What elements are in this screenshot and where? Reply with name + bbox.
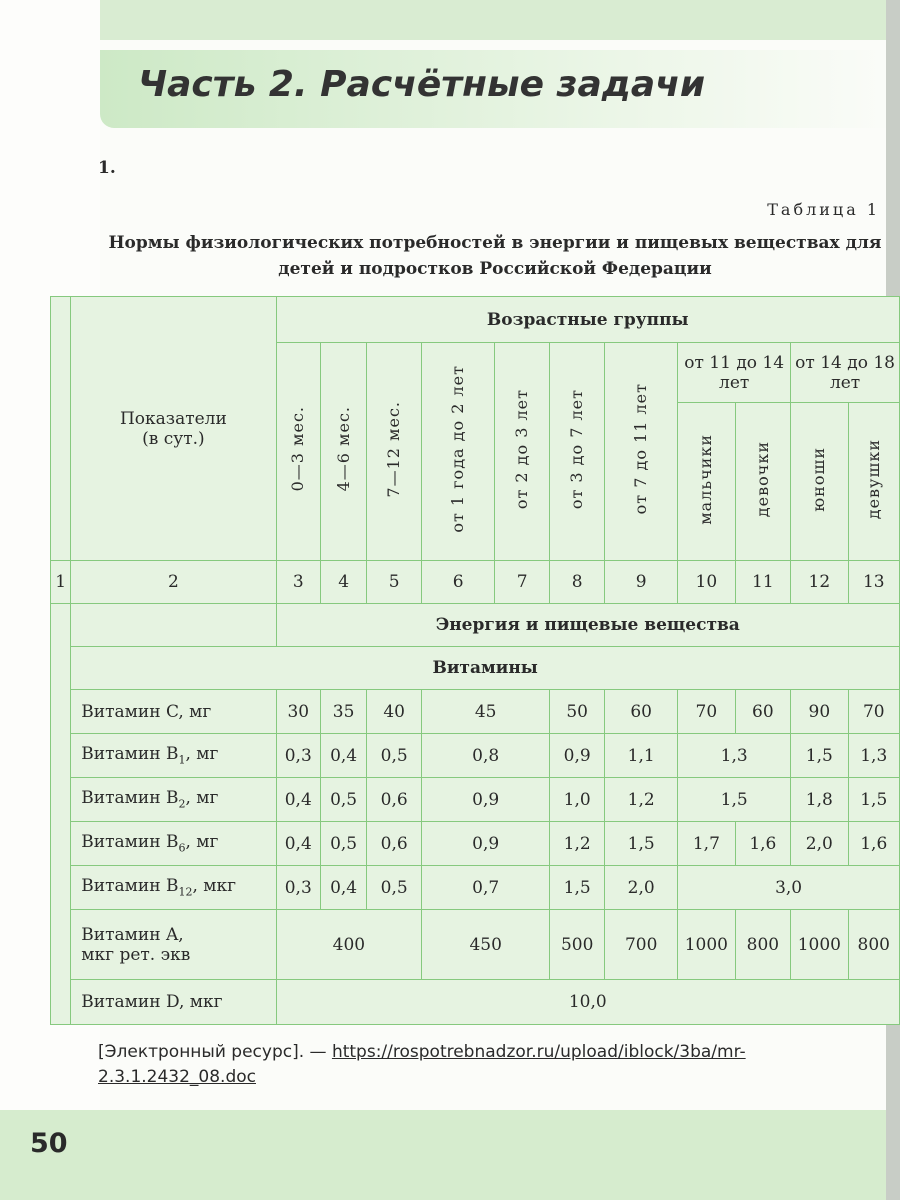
value-cell: 1,5 [848, 778, 899, 822]
page-title: Часть 2. Расчётные задачи [138, 64, 706, 105]
vitamin-name-text: Витамин B [81, 744, 179, 765]
age-groups-header: Возрастные группы [276, 297, 899, 343]
value-cell: 60 [605, 690, 678, 734]
column-number: 9 [605, 561, 678, 604]
vitamin-unit: , мг [185, 788, 219, 809]
vitamin-unit: , мкг [192, 876, 237, 897]
source-reference [98, 1040, 878, 1090]
table-row [51, 822, 900, 866]
value-cell: 700 [605, 910, 678, 980]
age-column-header [422, 343, 495, 561]
footer-band [0, 1110, 886, 1200]
value-cell: 0,9 [422, 822, 550, 866]
vitamin-name-text: Витамин B [81, 788, 179, 809]
section-header: Энергия и пищевые вещества [276, 604, 899, 647]
sex-column-label: девушки [863, 438, 883, 520]
value-cell: 50 [550, 690, 605, 734]
table-row [51, 910, 900, 980]
value-cell: 1,6 [848, 822, 899, 866]
sex-column-label: юноши [809, 446, 829, 512]
value-cell: 1,2 [605, 778, 678, 822]
age-column-label: 7—12 мес. [384, 400, 404, 498]
table-row [51, 980, 900, 1025]
age-column-header [605, 343, 678, 561]
vitamin-name [71, 822, 276, 866]
column-number: 11 [735, 561, 791, 604]
vitamin-unit: мкг рет. экв [81, 944, 191, 965]
age-column-label: от 7 до 11 лет [631, 383, 651, 515]
value-cell: 0,3 [276, 866, 321, 910]
sex-column-header [791, 403, 848, 561]
age-column-header [495, 343, 550, 561]
vitamin-unit: , мг [185, 832, 219, 853]
value-cell: 10,0 [276, 980, 899, 1025]
value-cell: 0,6 [367, 778, 422, 822]
blank-cell [71, 604, 276, 647]
value-cell: 1,5 [678, 778, 791, 822]
table-row [51, 778, 900, 822]
value-cell: 800 [735, 910, 791, 980]
table-row [51, 690, 900, 734]
table-row [51, 866, 900, 910]
value-cell: 2,0 [605, 866, 678, 910]
vitamin-subscript: 2 [178, 797, 186, 811]
value-cell: 1,2 [550, 822, 605, 866]
age-column-header [276, 343, 321, 561]
source-prefix: [Электронный ресурс]. — [98, 1042, 332, 1062]
value-cell: 40 [367, 690, 422, 734]
vitamin-subscript: 12 [178, 885, 193, 899]
value-cell: 400 [276, 910, 422, 980]
column-number: 10 [678, 561, 735, 604]
sex-column-header [678, 403, 735, 561]
value-cell: 500 [550, 910, 605, 980]
age-column-label: 0—3 мес. [288, 406, 308, 492]
column-number: 8 [550, 561, 605, 604]
source-link[interactable]: https://rospotrebnadzor.ru/upload/iblock/3ba/mr-2.3.1.2432_08.doc [98, 1042, 746, 1087]
vitamin-name [71, 734, 276, 778]
page-number: 50 [30, 1128, 68, 1159]
vitamin-name-text: Витамин C [81, 701, 179, 722]
value-cell: 70 [678, 690, 735, 734]
vitamin-unit: , мкг [178, 992, 223, 1012]
table-row [51, 734, 900, 778]
value-cell: 0,8 [422, 734, 550, 778]
vitamin-name [71, 910, 276, 980]
value-cell: 30 [276, 690, 321, 734]
column-number: 3 [276, 561, 321, 604]
column-number: 5 [367, 561, 422, 604]
value-cell: 0,3 [276, 734, 321, 778]
table-row [51, 647, 900, 690]
task-number: 1. [98, 158, 116, 178]
value-cell: 60 [735, 690, 791, 734]
age-column-label: 4—6 мес. [333, 406, 353, 492]
column-number: 7 [495, 561, 550, 604]
vitamin-norms-table [50, 296, 900, 1025]
vitamin-name-text: Витамин D [81, 992, 179, 1012]
value-cell: 1000 [791, 910, 848, 980]
value-cell: 0,7 [422, 866, 550, 910]
sex-column-header [735, 403, 791, 561]
vitamin-name [71, 778, 276, 822]
age-column-label: от 2 до 3 лет [512, 388, 532, 510]
value-cell: 2,0 [791, 822, 848, 866]
group-14-18-header: от 14 до 18 лет [791, 343, 900, 403]
value-cell: 0,4 [321, 866, 367, 910]
value-cell: 0,4 [276, 778, 321, 822]
value-cell: 1000 [678, 910, 735, 980]
table-row [51, 561, 900, 604]
value-cell: 1,3 [678, 734, 791, 778]
subsection-header: Витамины [71, 647, 900, 690]
table-row [51, 297, 900, 343]
value-cell: 0,4 [276, 822, 321, 866]
value-cell: 1,7 [678, 822, 735, 866]
value-cell: 1,5 [550, 866, 605, 910]
value-cell: 0,4 [321, 734, 367, 778]
column-number: 4 [321, 561, 367, 604]
value-cell: 1,1 [605, 734, 678, 778]
vitamin-subscript: 6 [178, 841, 186, 855]
table-caption: Нормы физиологических потребностей в энергии и пищевых веществах для детей и подростков Российской Федерации [108, 233, 882, 279]
group-11-14-header: от 11 до 14 лет [678, 343, 791, 403]
value-cell: 1,6 [735, 822, 791, 866]
vitamin-name-text: Витамин A, [81, 924, 184, 945]
top-band [100, 0, 900, 40]
vitamin-unit: , мг [178, 701, 212, 722]
value-cell: 1,5 [605, 822, 678, 866]
value-cell: 0,5 [321, 822, 367, 866]
indicator-header-text: Показатели (в сут.) [119, 408, 227, 449]
age-column-header [367, 343, 422, 561]
age-column-label: от 3 до 7 лет [567, 388, 587, 510]
value-cell: 0,5 [367, 734, 422, 778]
value-cell: 1,5 [791, 734, 848, 778]
blank-cell [51, 604, 71, 1025]
column-number: 2 [71, 561, 276, 604]
value-cell: 0,9 [422, 778, 550, 822]
vitamin-name-text: Витамин B [81, 876, 179, 897]
age-column-header [550, 343, 605, 561]
vitamin-name-text: Витамин B [81, 832, 179, 853]
column-number: 12 [791, 561, 848, 604]
age-column-label: от 1 года до 2 лет [448, 365, 468, 533]
blank-cell [51, 297, 71, 561]
value-cell: 1,3 [848, 734, 899, 778]
sex-column-label: мальчики [696, 433, 716, 525]
column-number: 6 [422, 561, 495, 604]
value-cell: 0,6 [367, 822, 422, 866]
value-cell: 3,0 [678, 866, 900, 910]
value-cell: 0,5 [367, 866, 422, 910]
column-number: 13 [848, 561, 899, 604]
column-number: 1 [51, 561, 71, 604]
value-cell: 0,5 [321, 778, 367, 822]
vitamin-name [71, 690, 276, 734]
table-row [51, 604, 900, 647]
sex-column-label: девочки [752, 440, 772, 518]
value-cell: 450 [422, 910, 550, 980]
vitamin-unit: , мг [185, 744, 219, 765]
value-cell: 1,8 [791, 778, 848, 822]
value-cell: 800 [848, 910, 899, 980]
value-cell: 90 [791, 690, 848, 734]
value-cell: 45 [422, 690, 550, 734]
table-label: Таблица 1 [767, 200, 880, 219]
vitamin-name [71, 980, 276, 1025]
indicator-header [71, 297, 276, 561]
value-cell: 35 [321, 690, 367, 734]
age-column-header [321, 343, 367, 561]
value-cell: 0,9 [550, 734, 605, 778]
value-cell: 70 [848, 690, 899, 734]
vitamin-subscript: 1 [178, 753, 186, 767]
value-cell: 1,0 [550, 778, 605, 822]
sex-column-header [848, 403, 899, 561]
vitamin-name [71, 866, 276, 910]
